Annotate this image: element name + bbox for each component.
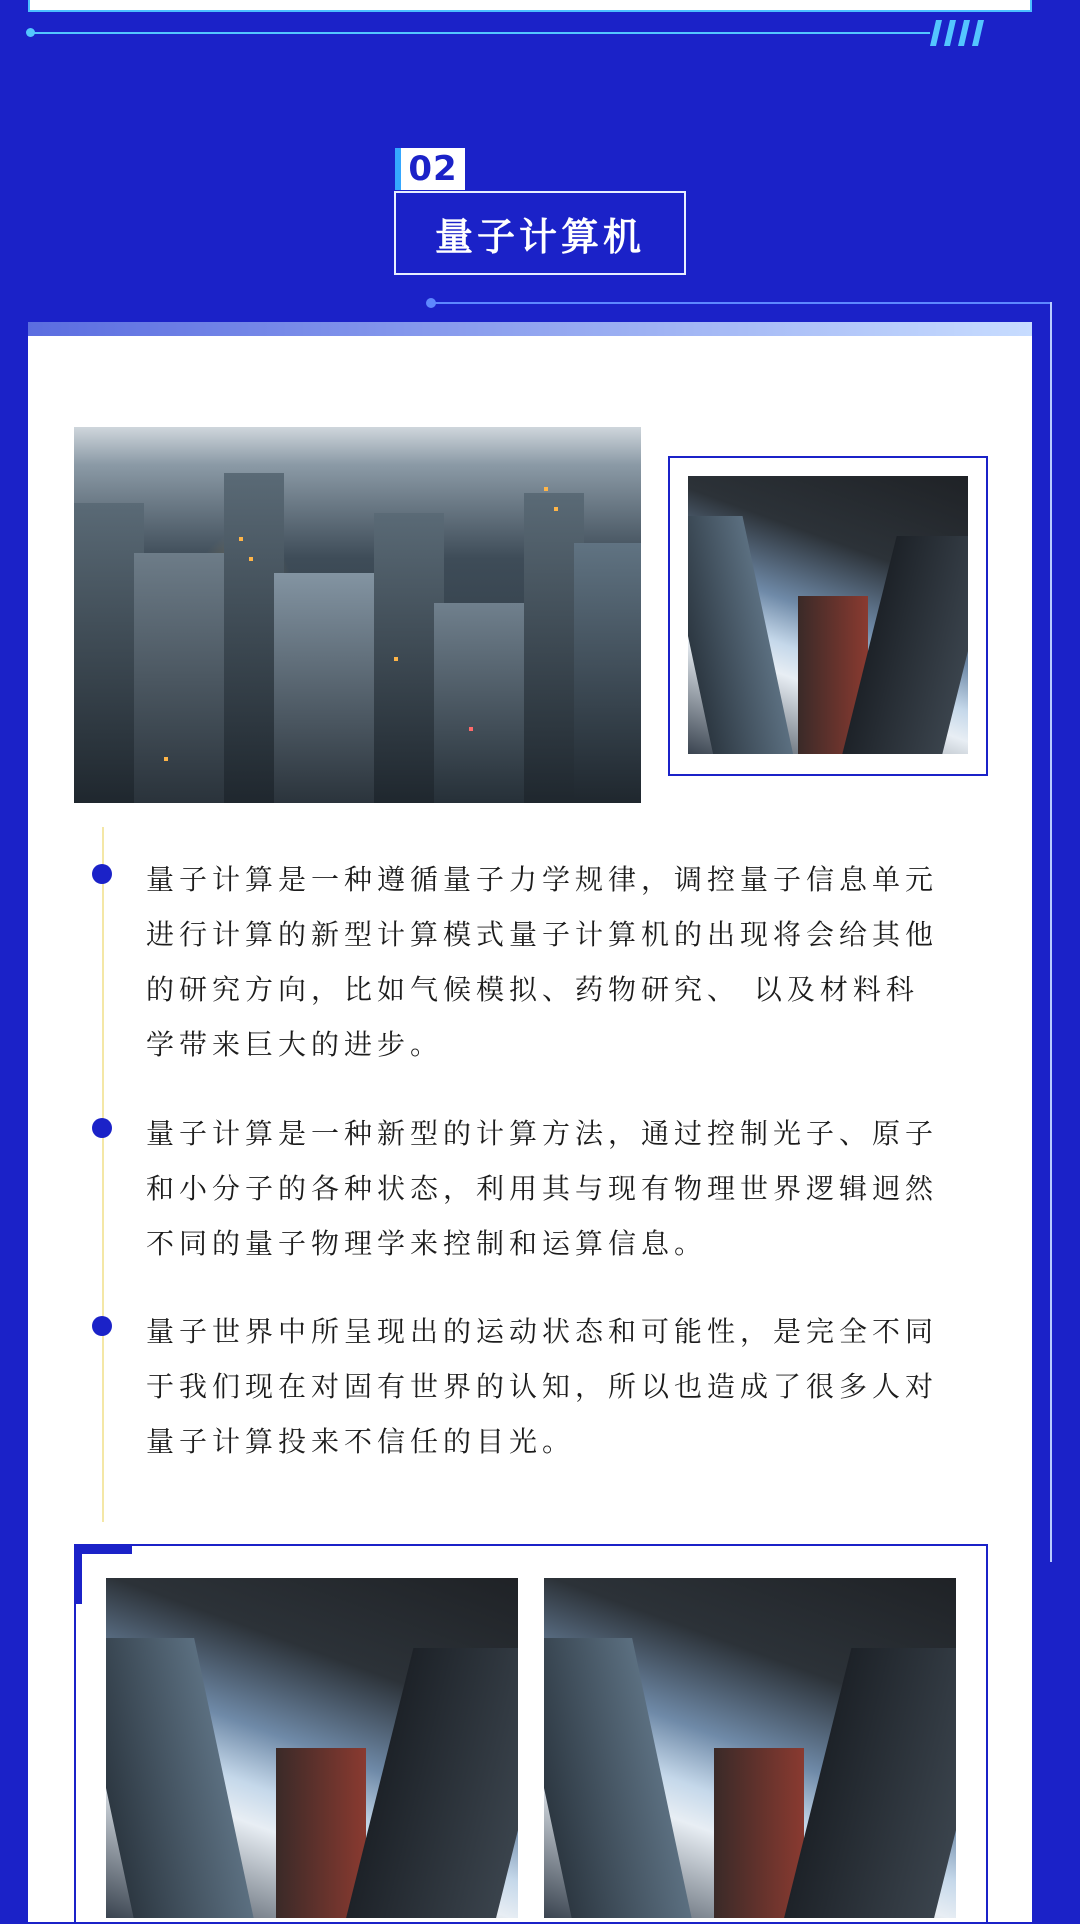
right-side-line <box>1050 302 1052 1562</box>
skyscrapers-photo <box>688 476 968 754</box>
skyscrapers-photo <box>106 1578 518 1918</box>
bullet-paragraph: 量子世界中所呈现出的运动状态和可能性，是完全不同于我们现在对固有世界的认知，所以也造成了很多人对量子计算投来不信任的目光。 <box>146 1315 939 1458</box>
bullet-dot <box>92 1118 112 1138</box>
slash-stripes-decoration <box>930 20 990 46</box>
header-divider-line <box>432 302 1052 304</box>
bullet-timeline <box>102 827 104 1522</box>
bullet-dot <box>92 1316 112 1336</box>
bullet-paragraph: 量子计算是一种新型的计算方法，通过控制光子、原子和小分子的各种状态，利用其与现有物理世界逻辑迥然不同的量子物理学来控制和运算信息。 <box>146 1117 939 1260</box>
top-divider-line <box>30 32 930 34</box>
section-title: 量子计算机 <box>394 191 686 275</box>
skyscrapers-photo <box>544 1578 956 1918</box>
aerial-city-photo <box>74 427 641 803</box>
card-top-gradient-bar <box>28 322 1032 336</box>
bullet-paragraph: 量子计算是一种遵循量子力学规律，调控量子信息单元进行计算的新型计算模式量子计算机的出现将会给其他的研究方向，比如气候模拟、药物研究、 以及材料科学带来巨大的进步。 <box>146 863 939 1061</box>
bullet-dot <box>92 864 112 884</box>
top-card-bottom-edge <box>28 0 1032 12</box>
section-number-badge: 02 <box>395 148 465 190</box>
